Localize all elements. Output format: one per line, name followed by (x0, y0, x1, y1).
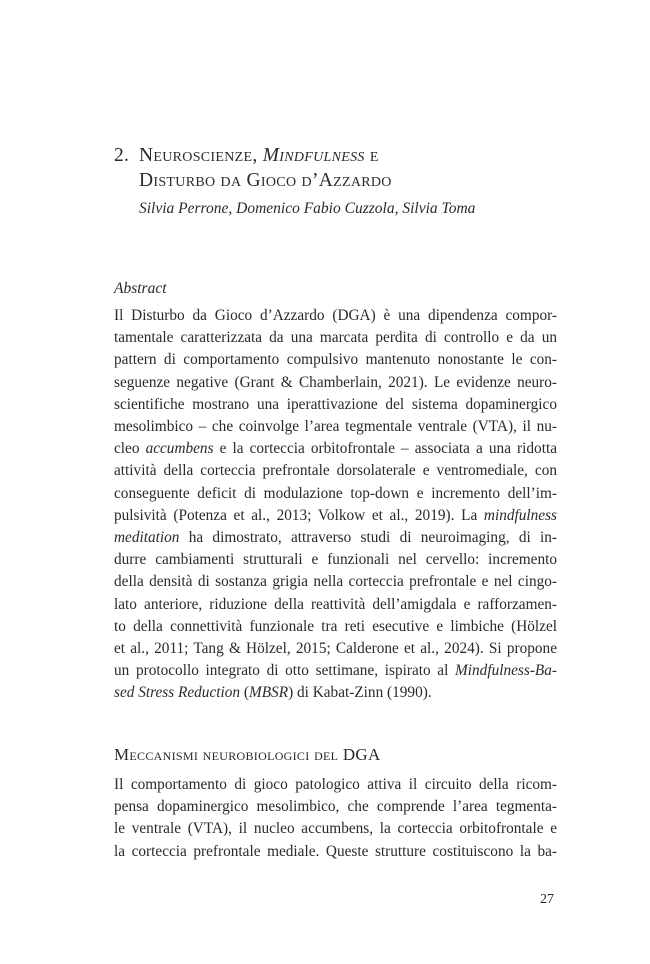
abstract-line: della densità di sostanza grigia nella corteccia prefrontale e nel cingo- (114, 573, 557, 591)
abstract-line: sed Stress Reduction (MBSR) di Kabat-Zinn (1990). (114, 684, 432, 702)
abstract-line: tamentale caratterizzata da una marcata perdita di controllo e da un (114, 329, 557, 347)
abstract-line: scientifiche mostrano una iperattivazione del sistema dopaminergico (114, 395, 557, 413)
chapter-number: 2. (114, 145, 130, 166)
abstract-line: cleo accumbens e la corteccia orbitofrontale – associata a una ridotta (114, 440, 557, 458)
body-line: Il comportamento di gioco patologico attiva il circuito della ricom- (114, 776, 557, 793)
abstract-line: conseguente deficit di modulazione top-down e incremento dell’im- (114, 484, 557, 502)
body-line: la corteccia prefrontale mediale. Queste strutture costituiscono la ba- (114, 842, 557, 860)
page-number: 27 (540, 892, 554, 907)
abstract-line: meditation ha dimostrato, attraverso studi di neuroimaging, di in- (114, 529, 557, 547)
body-line: pensa dopaminergico mesolimbico, che comprende l’area tegmenta- (114, 798, 557, 816)
chapter-title-italic: Mindfulness (262, 145, 365, 166)
chapter-title (114, 143, 554, 193)
abstract-line: pattern di comportamento compulsivo mantenuto nonostante le con- (114, 351, 557, 369)
section-heading: Meccanismi neurobiologici del DGA (114, 745, 381, 764)
abstract-line: lato anteriore, riduzione della reattività dell’amigdala e rafforzamen- (114, 595, 557, 613)
abstract-line: un protocollo integrato di otto settimane, ispirato al Mindfulness-Ba- (114, 662, 557, 680)
abstract-line: Il Disturbo da Gioco d’Azzardo (DGA) è una dipendenza compor- (114, 307, 557, 324)
abstract-line: et al., 2011; Tang & Hölzel, 2015; Calderone et al., 2024). Si propone (114, 640, 557, 658)
chapter-title-line-1: Neuroscienze, Mindfulness e (139, 145, 379, 166)
chapter-authors: Silvia Perrone, Domenico Fabio Cuzzola, Silvia Toma (139, 200, 476, 217)
abstract-heading: Abstract (114, 280, 167, 297)
abstract-line: to della connettività funzionale tra reti esecutive e limbiche (Hölzel (114, 617, 557, 635)
abstract-line: durre cambiamenti strutturali e funzionali nel cervello: incremento (114, 551, 557, 569)
section-body-text (114, 774, 557, 863)
abstract-line: attività della corteccia prefrontale dorsolaterale e ventromediale, con (114, 462, 557, 480)
abstract-text (114, 305, 557, 705)
body-line: le ventrale (VTA), il nucleo accumbens, la corteccia orbitofrontale e (114, 820, 557, 838)
abstract-line: pulsività (Potenza et al., 2013; Volkow et al., 2019). La mindfulness (114, 506, 557, 524)
chapter-title-line-2: Disturbo da Gioco d’Azzardo (139, 170, 392, 191)
abstract-line: mesolimbico – che coinvolge l’area tegmentale ventrale (VTA), il nu- (114, 418, 557, 436)
abstract-line: seguenze negative (Grant & Chamberlain, 2021). Le evidenze neuro- (114, 373, 557, 391)
